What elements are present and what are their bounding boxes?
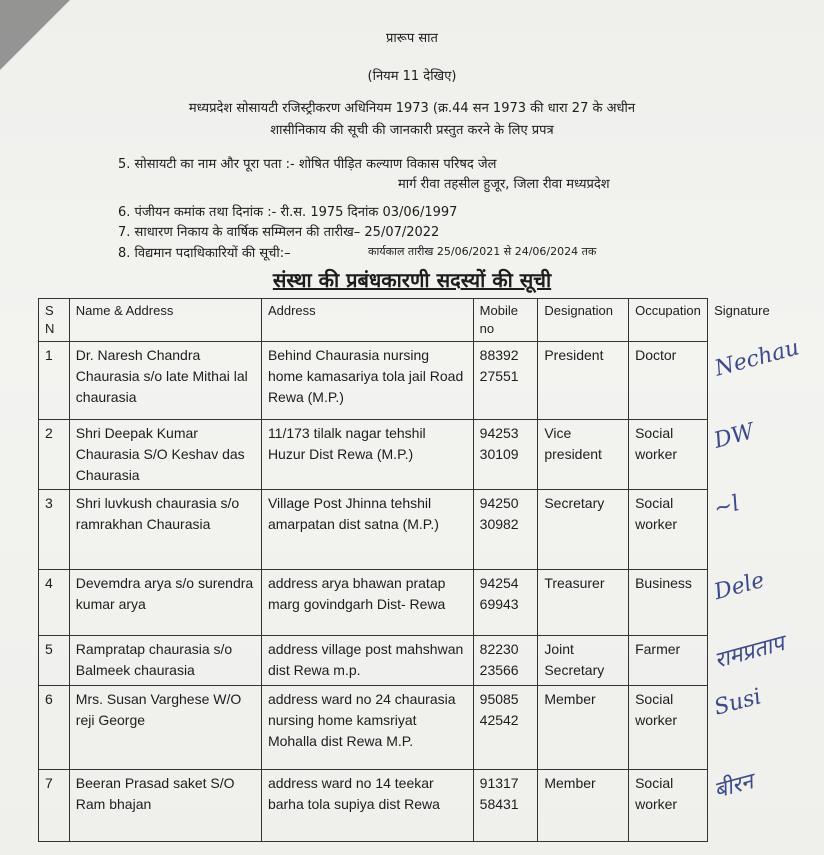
signature-mark: ~l (711, 490, 743, 522)
signature-mark: Nechau (712, 334, 802, 382)
cell-occupation: Doctor (629, 342, 708, 420)
cell-signature (708, 420, 780, 490)
cell-occupation: Social worker (629, 490, 708, 570)
cell-sn: 2 (39, 420, 70, 490)
cell-designation: Secretary (538, 490, 629, 570)
signature-mark: रामप्रताप (712, 630, 788, 674)
cell-signature (708, 490, 780, 570)
col-header-sn: S N (39, 299, 70, 342)
cell-designation: Member (538, 686, 629, 770)
cell-address: Village Post Jhinna tehshil amarpatan dist satna (M.P.) (261, 490, 473, 570)
members-table (38, 298, 802, 842)
table-row (39, 342, 781, 420)
table-row (39, 636, 781, 686)
cell-address: 11/173 tilalk nagar tehshil Huzur Dist Rewa (M.P.) (261, 420, 473, 490)
cell-name: Shri luvkush chaurasia s/o ramrakhan Chaurasia (69, 490, 261, 570)
cell-occupation: Business (629, 570, 708, 636)
table-title: संस्था की प्रबंधकारणी सदस्यों की सूची (272, 268, 552, 292)
cell-designation: Joint Secretary (538, 636, 629, 686)
cell-name: Beeran Prasad saket S/O Ram bhajan (69, 770, 261, 842)
cell-designation: Vice president (538, 420, 629, 490)
cell-occupation: Social worker (629, 770, 708, 842)
col-header-name: Name & Address (69, 299, 261, 342)
cell-name: Dr. Naresh Chandra Chaurasia s/o late Mithai lal chaurasia (69, 342, 261, 420)
col-header-mobile: Mobile no (473, 299, 538, 342)
cell-address: address ward no 14 teekar barha tola supiya dist Rewa (261, 770, 473, 842)
item-6-registration: 6. पंजीयन कमांक तथा दिनांक :- री.स. 1975 दिनांक 03/06/1997 (118, 205, 458, 220)
table-row (39, 490, 781, 570)
item-5-address: मार्ग रीवा तहसील हुजूर, जिला रीवा मध्यप्रदेश (398, 177, 610, 192)
cell-sn: 5 (39, 636, 70, 686)
cell-occupation: Social worker (629, 686, 708, 770)
cell-occupation: Social worker (629, 420, 708, 490)
col-header-occupation: Occupation (629, 299, 708, 342)
cell-mobile: 94254 69943 (473, 570, 538, 636)
item-7-meeting-date: 7. साधारण निकाय के वार्षिक सम्मिलन की तारीख– 25/07/2022 (118, 225, 440, 240)
form-purpose: शासीनिकाय की सूची की जानकारी प्रस्तुत करने के लिए प्रपत्र (270, 123, 554, 138)
col-header-address: Address (261, 299, 473, 342)
cell-sn: 1 (39, 342, 70, 420)
item-5-society-name: 5. सोसायटी का नाम और पूरा पता :- शोषित पीड़ित कल्याण विकास परिषद जेल (118, 157, 497, 172)
cell-signature (708, 567, 780, 636)
cell-sn: 3 (39, 490, 70, 570)
cell-address: address arya bhawan pratap marg govindgarh Dist- Rewa (261, 570, 473, 636)
cell-sn: 7 (39, 770, 70, 842)
cell-designation: Member (538, 770, 629, 842)
cell-mobile: 82230 23566 (473, 636, 538, 686)
item-8-tenure: कार्यकाल तारीख 25/06/2021 से 24/06/2024 तक (368, 245, 597, 258)
col-header-designation: Designation (538, 299, 629, 342)
signature-mark: Susi (711, 683, 765, 721)
act-reference: मध्यप्रदेश सोसायटी रजिस्ट्रीकरण अधिनियम 1973 (क्र.44 सन 1973 की धारा 27 के अधीन (188, 101, 636, 116)
signature-mark: DW (711, 418, 757, 454)
cell-mobile: 94250 30982 (473, 490, 538, 570)
item-8-office-bearers: 8. विद्यमान पदाधिकारियों की सूची:– (118, 246, 291, 261)
cell-designation: President (538, 342, 629, 420)
cell-name: Mrs. Susan Varghese W/O reji George (69, 686, 261, 770)
cell-signature (708, 630, 788, 686)
cell-name: Rampratap chaurasia s/o Balmeek chaurasia (69, 636, 261, 686)
table-row (39, 570, 781, 636)
cell-mobile: 95085 42542 (473, 686, 538, 770)
table-row (39, 770, 781, 842)
signature-mark: Dele (711, 567, 768, 605)
cell-mobile: 94253 30109 (473, 420, 538, 490)
cell-address: address ward no 24 chaurasia nursing home kamsriyat Mohalla dist Rewa M.P. (261, 686, 473, 770)
col-header-signature: Signature (708, 299, 780, 342)
table-header-row (39, 299, 781, 342)
cell-name: Shri Deepak Kumar Chaurasia S/O Keshav das Chaurasia (69, 420, 261, 490)
cell-name: Devemdra arya s/o surendra kumar arya (69, 570, 261, 636)
cell-mobile: 88392 27551 (473, 342, 538, 420)
cell-mobile: 91317 58431 (473, 770, 538, 842)
form-number: प्रारूप सात (386, 31, 438, 46)
rule-reference: (नियम 11 देखिए) (367, 69, 457, 84)
table-row (39, 686, 781, 770)
cell-signature (708, 683, 780, 770)
cell-signature (708, 334, 802, 420)
table-row (39, 420, 781, 490)
cell-address: address village post mahshwan dist Rewa m.p. (261, 636, 473, 686)
cell-designation: Treasurer (538, 570, 629, 636)
cell-occupation: Farmer (629, 636, 708, 686)
cell-signature (708, 770, 780, 842)
cell-address: Behind Chaurasia nursing home kamasariya tola jail Road Rewa (M.P.) (261, 342, 473, 420)
cell-sn: 6 (39, 686, 70, 770)
signature-mark: बीरन (711, 768, 757, 804)
cell-sn: 4 (39, 570, 70, 636)
